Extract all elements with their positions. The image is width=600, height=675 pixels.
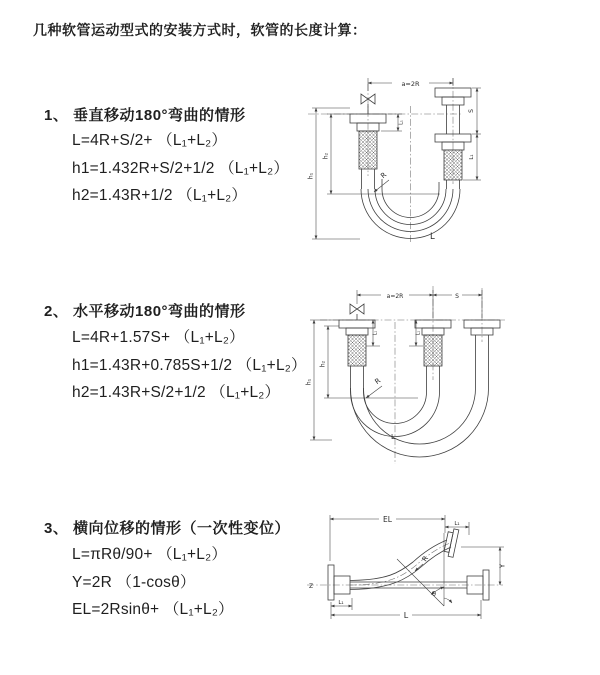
- right-hose-fitting: [435, 88, 471, 189]
- tilted-flange: [443, 528, 459, 557]
- section-2-formulas: [72, 324, 307, 407]
- radius-label: R: [420, 554, 431, 564]
- radius-callout: [415, 554, 430, 571]
- dim-label-l1: L₁: [373, 330, 379, 336]
- diagram-lateral-displacement: [295, 503, 595, 645]
- dim-label-l1: L₁: [469, 154, 475, 160]
- dim-label-s: S: [468, 109, 475, 113]
- dim-label-h2: h₂: [322, 152, 330, 160]
- length-label: L: [430, 232, 435, 242]
- formula-line: L=4R+S/2+ （L₁+L₂）: [72, 132, 228, 149]
- section-1-formulas: [72, 127, 289, 210]
- left-flange: [328, 565, 350, 600]
- dim-label-y: Y: [498, 563, 507, 569]
- dim-label-h1: h₁: [307, 172, 315, 180]
- dimension-el: [330, 515, 445, 562]
- formula-line: L=πRθ/90+ （L₁+L₂）: [72, 546, 228, 563]
- axis-mark-label: Z: [309, 583, 314, 590]
- dimension-l1-small: [381, 114, 405, 131]
- centerlines: [307, 544, 503, 586]
- dim-label-el: EL: [383, 515, 392, 524]
- dim-label-l1: L₁: [416, 330, 422, 336]
- section-1-heading: 1、 垂直移动180°弯曲的情形: [44, 107, 246, 124]
- section-3-formulas: [72, 541, 234, 624]
- dimension-l-bottom: [331, 600, 481, 620]
- centerlines: [320, 286, 505, 464]
- radius-callout: [374, 171, 389, 192]
- dimension-h1-h2-left: [308, 108, 441, 239]
- formula-line: h1=1.43R+0.785S+1/2 （L₁+L₂）: [72, 356, 307, 374]
- dim-label-l1: L₁: [338, 600, 344, 606]
- dim-label-h1: h₁: [305, 378, 313, 386]
- diagram-vertical-180-bend: [300, 58, 590, 243]
- diagram-horizontal-180-bend: [300, 276, 595, 468]
- dim-label-h2: h₂: [319, 360, 327, 368]
- dimension-a2r: [368, 78, 453, 91]
- formula-line: h1=1.432R+S/2+1/2 （L₁+L₂）: [72, 159, 290, 177]
- section-3-heading: 3、 横向位移的情形（一次性变位）: [44, 520, 291, 537]
- dimension-a2r-s-top: [357, 290, 482, 318]
- formula-line: h2=1.43R+1/2 （L₁+L₂）: [72, 187, 248, 204]
- section-2-heading: 2、 水平移动180°弯曲的情形: [44, 303, 246, 320]
- dim-label-a2r: a=2R: [386, 293, 404, 300]
- angle-label: θ: [432, 590, 436, 598]
- angle-theta: [397, 533, 452, 606]
- displaced-hose: [350, 528, 459, 590]
- formula-line: Y=2R （1-cosθ）: [72, 573, 196, 591]
- radius-label: R: [373, 376, 383, 387]
- page-title: 几种软管运动型式的安装方式时，软管的长度计算：: [33, 22, 367, 38]
- dim-label-s: S: [455, 293, 459, 300]
- dim-label-l1-small: L₁: [398, 120, 405, 125]
- formula-line: EL=2Rsinθ+ （L₁+L₂）: [72, 601, 234, 618]
- radius-label: R: [379, 170, 389, 181]
- valve-icon: [350, 304, 364, 320]
- dimension-y: [461, 547, 507, 585]
- radius-callout: [366, 377, 382, 398]
- dim-label-a2r: a=2R: [401, 80, 420, 88]
- dim-label-l1: L₁: [454, 521, 460, 527]
- dimension-l1-fittings: [366, 320, 423, 346]
- formula-line: L=4R+1.57S+ （L₁+L₂）: [72, 329, 245, 346]
- formula-line: h2=1.43R+S/2+1/2 （L₁+L₂）: [72, 384, 281, 401]
- dimension-l1-top: [445, 521, 469, 535]
- length-label: L: [391, 433, 395, 441]
- u-bend-hoses: [351, 388, 489, 457]
- dim-label-l: L: [403, 611, 409, 620]
